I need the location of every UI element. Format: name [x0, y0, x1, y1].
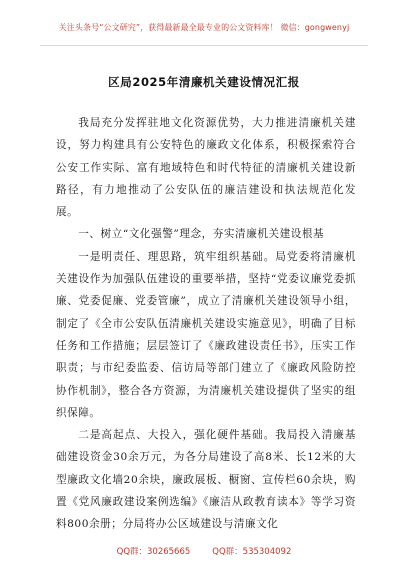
paragraph-item-2: 二是高起点、大投入，强化硬件基础。我局投入清廉基础建设资金30余万元，为各分局建设了高8米、长12米的大型廉政文化墙20余块，廉政展板、橱窗、宣传栏60余块，购置《党风廉政建设案例选编》《廉洁从政教育读本》等学习资料800余册；分局将办公区域建设与清廉文化: [56, 429, 356, 531]
footer-qq-group-1: QQ群：30265665: [116, 547, 191, 557]
footer-qq-group-2: QQ群：535304092: [212, 547, 292, 557]
footer-qq-groups: [0, 545, 408, 557]
header-promo-text: 关注头条号“公文研究”，获得最新最全最专业的公文资料库！ 微信：gongwenyj: [58, 23, 350, 32]
document-body: [56, 112, 356, 536]
section-heading-1: 一、树立“文化强警”理念，夯实清廉机关建设根基: [78, 228, 325, 241]
paragraph-item-1: 一是明责任、理思路，筑牢组织基础。局党委将清廉机关建设作为加强队伍建设的重要举措，坚持“党委议廉党委抓廉、党委促廉、党委管廉”，成立了清廉机关建设领导小组，制定了《全市公安队伍清廉机关建设实施意见》，明确了目标任务和工作措施；层层签订了《廉政建设责任书》，压实工作职责；与市纪委监委、信访局等部门建立了《廉政风险防控协作机制》，整合各方资源，为清廉机关建设提供了坚实的组织保障。: [56, 250, 356, 419]
document-title: 区局2025年清廉机关建设情况汇报: [108, 75, 300, 89]
paragraph-intro: 我局充分发挥驻地文化资源优势，大力推进清廉机关建设，努力构建具有公安特色的廉政文化体系，积极探索符合公安工作实际、富有地域特色和时代特征的清廉机关建设新路径，有力地推动了公安队伍的廉洁建设和执法规范化发展。: [56, 117, 356, 219]
header-divider: [40, 45, 368, 46]
